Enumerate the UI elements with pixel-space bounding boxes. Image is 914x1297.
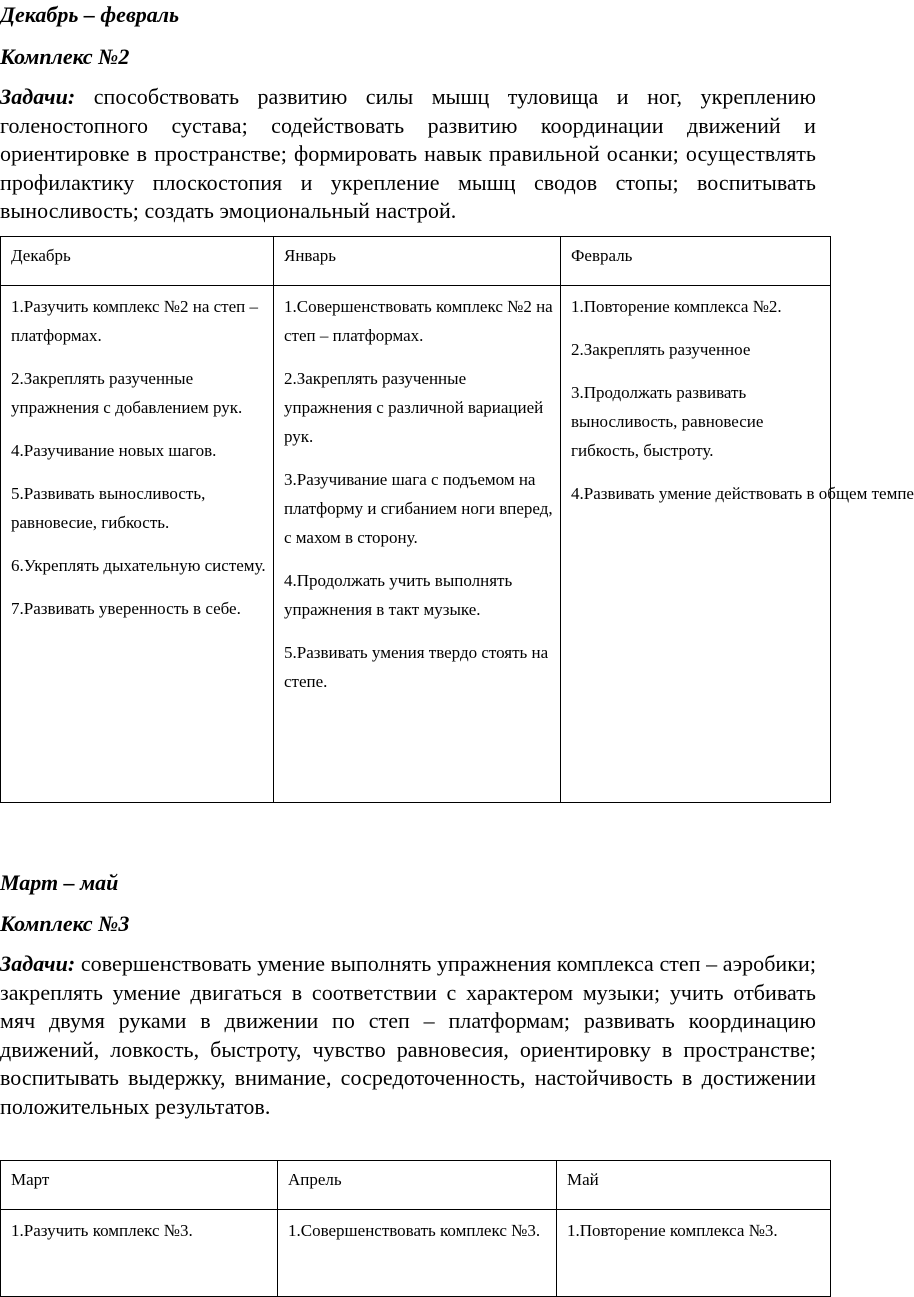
table-cell-february — [561, 286, 914, 803]
table-item: 1.Совершенствовать комплекс №2 на степ – платформах. — [284, 297, 553, 345]
table-cell-may — [557, 1210, 831, 1297]
section1-table-body-row — [1, 286, 831, 803]
table-item: 6.Укреплять дыхательную систему. — [11, 556, 266, 575]
section1-table — [0, 236, 914, 803]
section1-tasks-label: Задачи: — [0, 84, 76, 109]
section2-table-header-row — [1, 1161, 831, 1210]
table-cell-april — [278, 1210, 557, 1297]
table-item: 3.Разучивание шага с подъемом на платформу и сгибанием ноги вперед, с махом в сторону. — [284, 470, 553, 547]
section2-table — [0, 1160, 831, 1297]
section1-tasks-text: способствовать развитию силы мышц туловища и ног, укреплению голеностопного сустава; содействовать развитию координации движений и ориентировке в пространстве; формировать навык правильной осанки; осуществлять профилактику плоскостопия и укрепление мышц сводов стопы; воспитывать выносливость; создать эмоциональный настрой. — [0, 84, 816, 223]
section2-tasks-label: Задачи: — [0, 951, 76, 976]
table-item: 2.Закреплять разученное — [571, 340, 751, 359]
table-item: 1.Повторение комплекса №2. — [571, 297, 782, 316]
section2-tasks-text: совершенствовать умение выполнять упражнения комплекса степ – аэробики; закреплять умение двигаться в соответствии с характером музыки; учить отбивать мяч двумя руками в движении по степ – платформам; развивать координацию движений, ловкость, быстроту, чувство равновесия, ориентировку в пространстве; воспитывать выдержку, внимание, сосредоточенность, настойчивость в достижении положительных результатов. — [0, 951, 816, 1119]
table-item: 2.Закреплять разученные упражнения с различной вариацией рук. — [284, 369, 544, 446]
table-header-cell: Февраль — [561, 237, 831, 286]
table-cell-january — [274, 286, 561, 803]
table-item: 1.Совершенствовать комплекс №3. — [288, 1221, 541, 1240]
table-item: 5.Развивать умения твердо стоять на степе. — [284, 643, 549, 691]
section1-period-heading: Декабрь – февраль — [0, 2, 180, 27]
section2-period-heading: Март – май — [0, 870, 119, 895]
table-header-cell: Январь — [274, 237, 561, 286]
section1-table-header-row — [1, 237, 831, 286]
table-item: 4.Продолжать учить выполнять упражнения в такт музыке. — [284, 571, 513, 619]
table-item: 1.Разучить комплекс №2 на степ – платформах. — [11, 297, 259, 345]
table-item: 2.Закреплять разученные упражнения с добавлением рук. — [11, 369, 243, 417]
table-item: 3.Продолжать развивать выносливость, равновесие гибкость, быстроту. — [571, 383, 764, 460]
table-item: 4.Разучивание новых шагов. — [11, 441, 217, 460]
section1-tasks-paragraph — [0, 83, 816, 226]
section2-tasks-paragraph — [0, 950, 816, 1121]
table-item: 7.Развивать уверенность в себе. — [11, 599, 241, 618]
table-item: 5.Развивать выносливость, равновесие, гибкость. — [11, 484, 206, 532]
table-cell-march — [1, 1210, 278, 1297]
table-item: 4.Развивать умение действовать в общем темпе — [571, 484, 914, 503]
section2-complex-heading: Комплекс №3 — [0, 911, 130, 936]
table-header-cell: Май — [557, 1161, 831, 1210]
section1-complex-heading: Комплекс №2 — [0, 44, 130, 69]
table-item: 1.Повторение комплекса №3. — [567, 1221, 778, 1240]
table-header-cell: Апрель — [278, 1161, 557, 1210]
table-cell-december — [1, 286, 274, 803]
section2-table-body-row — [1, 1210, 831, 1297]
table-header-cell: Декабрь — [1, 237, 274, 286]
table-header-cell: Март — [1, 1161, 278, 1210]
table-item: 1.Разучить комплекс №3. — [11, 1221, 193, 1240]
